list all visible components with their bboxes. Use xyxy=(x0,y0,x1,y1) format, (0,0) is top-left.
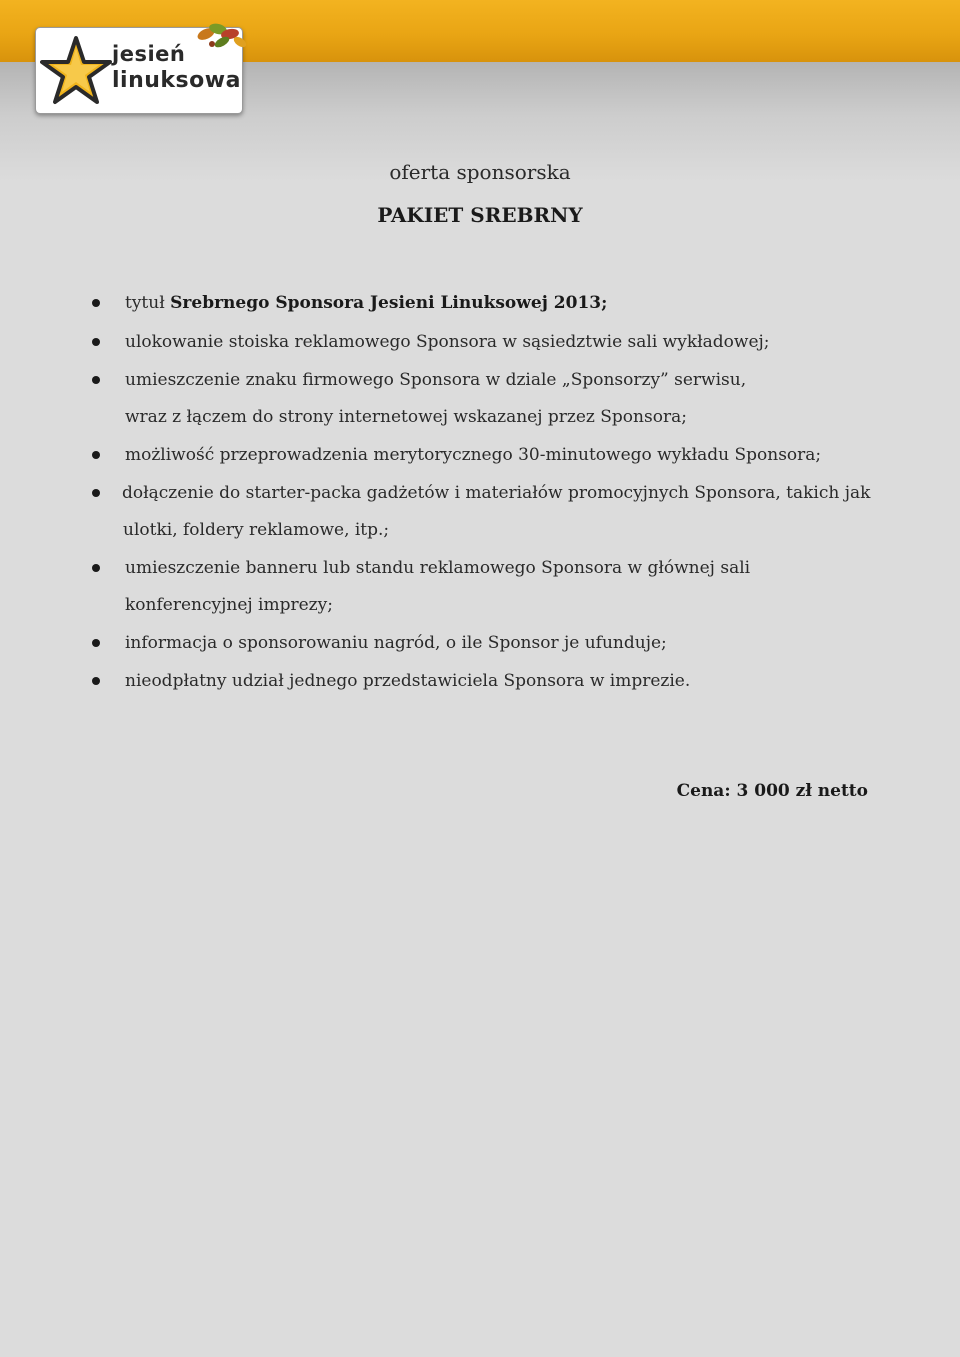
list-item: umieszczenie znaku firmowego Sponsora w dziale „Sponsorzy” serwisu, xyxy=(125,370,747,390)
bullet-icon xyxy=(92,489,100,497)
list-item-continuation: ulotki, foldery reklamowe, itp.; xyxy=(123,520,390,540)
list-item-prefix: tytuł xyxy=(125,293,171,313)
list-item-continuation: wraz z łączem do strony internetowej wskazanej przez Sponsora; xyxy=(125,407,687,427)
list-item: możliwość przeprowadzenia merytorycznego 30-minutowego wykładu Sponsora; xyxy=(125,445,822,465)
bullet-icon xyxy=(92,299,100,307)
list-item xyxy=(125,292,607,314)
bullet-icon xyxy=(92,639,100,647)
list-item: umieszczenie banneru lub standu reklamowego Sponsora w głównej sali xyxy=(125,558,751,578)
price-label: Cena: 3 000 zł netto xyxy=(676,781,868,801)
list-item: nieodpłatny udział jednego przedstawiciela Sponsora w imprezie. xyxy=(125,671,691,691)
bullet-icon xyxy=(92,338,100,346)
star-icon xyxy=(40,34,112,106)
bullet-icon xyxy=(92,451,100,459)
bullet-icon xyxy=(92,376,100,384)
list-item: informacja o sponsorowaniu nagród, o ile Sponsor je ufunduje; xyxy=(125,633,667,653)
list-item: dołączenie do starter-packa gadżetów i materiałów promocyjnych Sponsora, takich jak xyxy=(122,483,871,503)
document-title: PAKIET SREBRNY xyxy=(377,203,583,227)
bullet-icon xyxy=(92,677,100,685)
list-item-bold: Srebrnego Sponsora Jesieni Linuksowej 2013; xyxy=(170,293,608,313)
logo-line2: linuksowa xyxy=(112,68,241,93)
list-item: ulokowanie stoiska reklamowego Sponsora w sąsiedztwie sali wykładowej; xyxy=(125,332,770,352)
logo-line1: jesień xyxy=(112,42,186,66)
document-subtitle: oferta sponsorska xyxy=(389,160,571,184)
bullet-icon xyxy=(92,564,100,572)
autumn-leaves-icon xyxy=(196,20,248,54)
list-item-continuation: konferencyjnej imprezy; xyxy=(125,595,333,615)
